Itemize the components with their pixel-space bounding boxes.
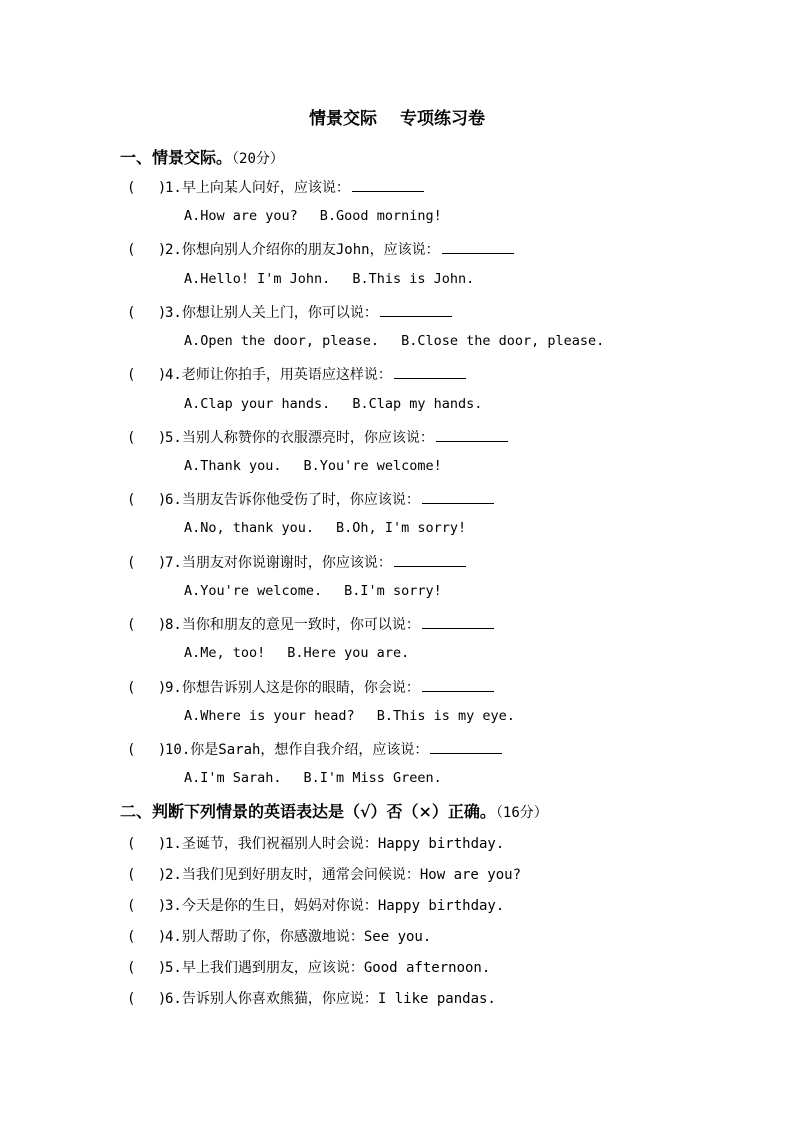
option-b: B.Good morning! — [319, 208, 442, 224]
options-1 — [184, 208, 442, 224]
judge-text: 6.告诉别人你喜欢熊猫，你应说：I like pandas. — [165, 991, 496, 1007]
judge-item-2 — [127, 864, 521, 884]
answer-paren[interactable]: ( ) — [127, 305, 167, 321]
answer-paren[interactable]: ( ) — [127, 991, 167, 1007]
answer-blank[interactable] — [422, 491, 494, 504]
question-10 — [127, 739, 502, 759]
section1-heading-text: 一、情景交际。 — [120, 148, 233, 167]
option-b: B.I'm sorry! — [344, 583, 442, 599]
answer-paren[interactable]: ( ) — [127, 430, 167, 446]
answer-blank[interactable] — [422, 679, 494, 692]
answer-blank[interactable] — [436, 429, 508, 442]
options-9 — [184, 708, 515, 724]
options-3 — [184, 333, 604, 349]
question-text: 3.你想让别人关上门，你可以说： — [165, 305, 378, 321]
answer-paren[interactable]: ( ) — [127, 836, 167, 852]
question-text: 8.当你和朋友的意见一致时，你可以说： — [165, 617, 420, 633]
section1-score: （20分） — [232, 151, 284, 167]
judge-text: 1.圣诞节，我们祝福别人时会说：Happy birthday. — [165, 836, 505, 852]
question-text: 10.你是Sarah，想作自我介绍，应该说： — [165, 742, 429, 758]
option-a: A.No, thank you. — [184, 520, 315, 536]
option-b: B.This is my eye. — [376, 708, 515, 724]
question-4 — [127, 364, 466, 384]
question-text: 9.你想告诉别人这是你的眼睛，你会说： — [165, 680, 420, 696]
answer-paren[interactable]: ( ) — [127, 929, 167, 945]
answer-blank[interactable] — [394, 366, 466, 379]
option-a: A.I'm Sarah. — [184, 770, 282, 786]
option-a: A.Open the door, please. — [184, 333, 380, 349]
answer-paren[interactable]: ( ) — [127, 680, 167, 696]
answer-paren[interactable]: ( ) — [127, 898, 167, 914]
question-text: 2.你想向别人介绍你的朋友John，应该说： — [165, 242, 440, 258]
question-7 — [127, 552, 466, 572]
judge-item-6 — [127, 988, 496, 1008]
option-a: A.How are you? — [184, 208, 298, 224]
answer-paren[interactable]: ( ) — [127, 617, 167, 633]
answer-blank[interactable] — [394, 554, 466, 567]
question-text: 4.老师让你拍手，用英语应这样说： — [165, 367, 392, 383]
question-text: 7.当朋友对你说谢谢时，你应该说： — [165, 555, 392, 571]
answer-blank[interactable] — [380, 304, 452, 317]
option-a: A.Thank you. — [184, 458, 282, 474]
question-1 — [127, 177, 424, 197]
answer-blank[interactable] — [430, 741, 502, 754]
question-5 — [127, 427, 508, 447]
option-b: B.Oh, I'm sorry! — [336, 520, 467, 536]
question-3 — [127, 302, 452, 322]
section2-heading — [120, 799, 548, 822]
options-4 — [184, 396, 482, 412]
option-a: A.Hello! I'm John. — [184, 271, 331, 287]
question-2 — [127, 239, 514, 259]
option-a: A.Where is your head? — [184, 708, 355, 724]
option-a: A.Clap your hands. — [184, 396, 331, 412]
answer-blank[interactable] — [422, 616, 494, 629]
option-a: A.Me, too! — [184, 645, 266, 661]
answer-paren[interactable]: ( ) — [127, 867, 167, 883]
answer-paren[interactable]: ( ) — [127, 742, 167, 758]
option-b: B.This is John. — [352, 271, 475, 287]
section2-score: （16分） — [495, 805, 548, 821]
options-6 — [184, 520, 466, 536]
section1-heading — [120, 145, 284, 168]
answer-paren[interactable]: ( ) — [127, 960, 167, 976]
judge-item-1 — [127, 833, 504, 853]
judge-text: 5.早上我们遇到朋友，应该说：Good afternoon. — [165, 960, 491, 976]
answer-paren[interactable]: ( ) — [127, 492, 167, 508]
option-a: A.You're welcome. — [184, 583, 323, 599]
question-9 — [127, 677, 494, 697]
options-5 — [184, 458, 442, 474]
judge-text: 3.今天是你的生日，妈妈对你说：Happy birthday. — [165, 898, 505, 914]
answer-paren[interactable]: ( ) — [127, 367, 167, 383]
question-text: 1.早上向某人问好，应该说： — [165, 180, 350, 196]
judge-item-5 — [127, 957, 490, 977]
option-b: B.Close the door, please. — [401, 333, 605, 349]
answer-paren[interactable]: ( ) — [127, 555, 167, 571]
option-b: B.I'm Miss Green. — [303, 770, 442, 786]
question-8 — [127, 614, 494, 634]
option-b: B.You're welcome! — [303, 458, 442, 474]
answer-blank[interactable] — [352, 179, 424, 192]
options-2 — [184, 271, 474, 287]
answer-paren[interactable]: ( ) — [127, 242, 167, 258]
option-b: B.Clap my hands. — [352, 396, 483, 412]
judge-text: 4.别人帮助了你，你感激地说：See you. — [165, 929, 432, 945]
options-7 — [184, 583, 442, 599]
judge-item-4 — [127, 926, 431, 946]
judge-item-3 — [127, 895, 504, 915]
question-text: 6.当朋友告诉你他受伤了时，你应该说： — [165, 492, 420, 508]
option-b: B.Here you are. — [287, 645, 410, 661]
answer-blank[interactable] — [442, 241, 514, 254]
section2-heading-text: 二、判断下列情景的英语表达是（√）否（×）正确。 — [120, 802, 496, 821]
answer-paren[interactable]: ( ) — [127, 180, 167, 196]
judge-text: 2.当我们见到好朋友时，通常会问候说：How are you? — [165, 867, 522, 883]
page-title: 情景交际 专项练习卷 — [309, 109, 485, 129]
question-text: 5.当别人称赞你的衣服漂亮时，你应该说： — [165, 430, 434, 446]
options-10 — [184, 770, 442, 786]
question-6 — [127, 489, 494, 509]
options-8 — [184, 645, 409, 661]
